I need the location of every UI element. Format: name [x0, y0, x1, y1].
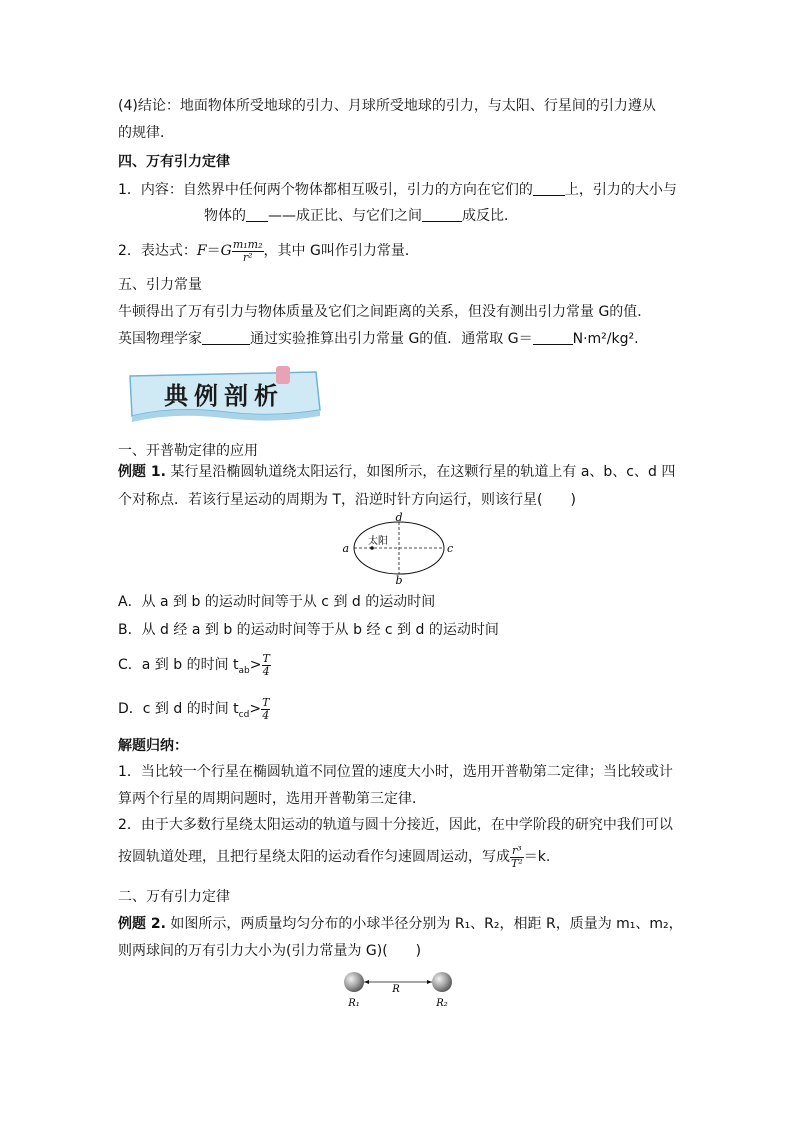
fraction-numerator: m₁m₂: [232, 237, 263, 251]
gravity-fraction: [232, 239, 264, 264]
content-text-a: 1．内容：自然界中任何两个物体都相互吸引，引力的方向在它们的: [118, 182, 533, 198]
constant-text-b: 通过实验推算出引力常量 G的值．通常取 G＝: [250, 331, 533, 347]
expression-line: [118, 234, 419, 268]
content-text-b: 上，引力的大小与: [564, 182, 677, 198]
point-a-label: a: [342, 542, 349, 555]
option-d-text: D．c 到 d 的时间 t: [118, 701, 239, 717]
option-d-subscript: cd: [238, 709, 250, 720]
option-d-num: T: [262, 695, 270, 709]
example-1-text: 某行星沿椭圆轨道绕太阳运行，如图所示，在这颗行星的轨道上有 a、b、c、d 四: [170, 464, 676, 480]
section-banner: [124, 366, 324, 430]
content-line-2: [204, 206, 518, 226]
content-text-c: 物体的: [204, 208, 246, 224]
summary-1-line-1: 1．当比较一个行星在椭圆轨道不同位置的速度大小时，选用开普勒第二定律；当比较或计: [118, 764, 673, 780]
option-a: A．从 a 到 b 的运动时间等于从 c 到 d 的运动时间: [118, 594, 436, 610]
option-c: [118, 648, 271, 682]
banner-title: 典例剖析: [164, 381, 284, 410]
banner-graphic: [124, 366, 324, 430]
expression-suffix: ，其中 G叫作引力常量．: [263, 243, 419, 259]
point-c-label: c: [447, 542, 454, 555]
option-d: [118, 692, 270, 726]
constant-text-a: 英国物理学家: [118, 331, 202, 347]
example-2-line-1: [118, 914, 683, 934]
section-heading-gravitation: 二、万有引力定律: [118, 889, 230, 905]
summary-1-line-2: 算两个行星的周期问题时，选用开普勒第三定律．: [118, 791, 426, 807]
summary-2-line-2: [118, 840, 550, 874]
example-2-label: 例题 2.: [118, 916, 166, 932]
orbit-diagram: [340, 512, 460, 586]
arrow-right-icon: [427, 980, 432, 984]
summary-2-text: 按圆轨道处理，且把行星绕太阳的运动看作匀速圆周运动，写成: [118, 849, 510, 865]
constant-line-1: 牛顿得出了万有引力与物体质量及它们之间距离的关系，但没有测出引力常量 G的值．: [118, 304, 652, 320]
blank-direction: [533, 181, 565, 196]
option-c-num: T: [262, 651, 270, 665]
blank-g-value: [533, 330, 573, 345]
option-d-gt: >: [249, 701, 262, 717]
expr-G: G: [220, 243, 232, 259]
option-c-den: 4: [262, 664, 270, 678]
option-c-fraction: [262, 653, 271, 678]
blank-distance: [422, 207, 462, 222]
summary-2-tail: ＝k.: [523, 849, 551, 865]
summary-2-line-1: 2．由于大多数行星绕太阳运动的轨道与圆十分接近，因此，在中学阶段的研究中我们可以: [118, 817, 673, 833]
point-b-label: b: [395, 574, 403, 586]
option-d-fraction: [261, 697, 270, 722]
blank-mass: [246, 207, 268, 222]
kepler-fraction: [510, 845, 524, 870]
content-line-1: [118, 180, 677, 200]
option-b: B．从 d 经 a 到 b 的运动时间等于从 b 经 c 到 d 的运动时间: [118, 622, 499, 638]
section-heading-5: 五、引力常量: [118, 277, 202, 293]
expr-eq: ＝: [206, 243, 221, 259]
sphere-2: [432, 972, 452, 992]
expr-F: F: [196, 243, 207, 259]
constant-text-c: N·m²/kg².: [572, 331, 639, 347]
conclusion-line-1: (4)结论：地面物体所受地球的引力、月球所受地球的引力，与太阳、行星间的引力遵从: [118, 98, 656, 114]
sphere-1-label: R₁: [348, 998, 360, 1009]
sphere-2-label: R₂: [436, 998, 448, 1009]
option-c-text: C．a 到 b 的时间 t: [118, 657, 239, 673]
option-d-den: 4: [262, 708, 270, 722]
example-1-label: 例题 1.: [118, 464, 166, 480]
fraction-denominator: r²: [242, 250, 253, 264]
content-text-e: 成反比．: [462, 208, 518, 224]
distance-label: R: [392, 984, 400, 995]
expression-label: 2．表达式：: [118, 243, 197, 259]
sphere-1: [344, 972, 364, 992]
constant-line-2: [118, 329, 639, 349]
option-c-subscript: ab: [238, 665, 250, 676]
example-1-line-2: 个对称点．若该行星运动的周期为 T，沿逆时针方向运行，则该行星( ): [118, 492, 576, 508]
section-heading-kepler: 一、开普勒定律的应用: [118, 443, 258, 459]
section-heading-4: 四、万有引力定律: [118, 154, 230, 170]
sun-label: 太阳: [368, 536, 388, 547]
content-text-d: ——成正比、与它们之间: [268, 208, 422, 224]
spheres-diagram: [336, 968, 460, 1012]
point-d-label: d: [395, 512, 403, 524]
example-1-line-1: [118, 462, 675, 482]
kepler-den: T²: [511, 856, 523, 870]
arrow-left-icon: [364, 980, 369, 984]
conclusion-line-2: 的规律．: [118, 125, 174, 141]
example-2-line-2: 则两球间的万有引力大小为(引力常量为 G)( ): [118, 943, 422, 959]
summary-heading: 解题归纳：: [118, 738, 188, 754]
kepler-num: r³: [510, 845, 524, 858]
blank-scientist: [202, 330, 250, 345]
example-2-text: 如图所示，两质量均匀分布的小球半径分别为 R₁、R₂，相距 R，质量为 m₁、m₂，: [170, 916, 683, 932]
option-c-gt: >: [249, 657, 262, 673]
